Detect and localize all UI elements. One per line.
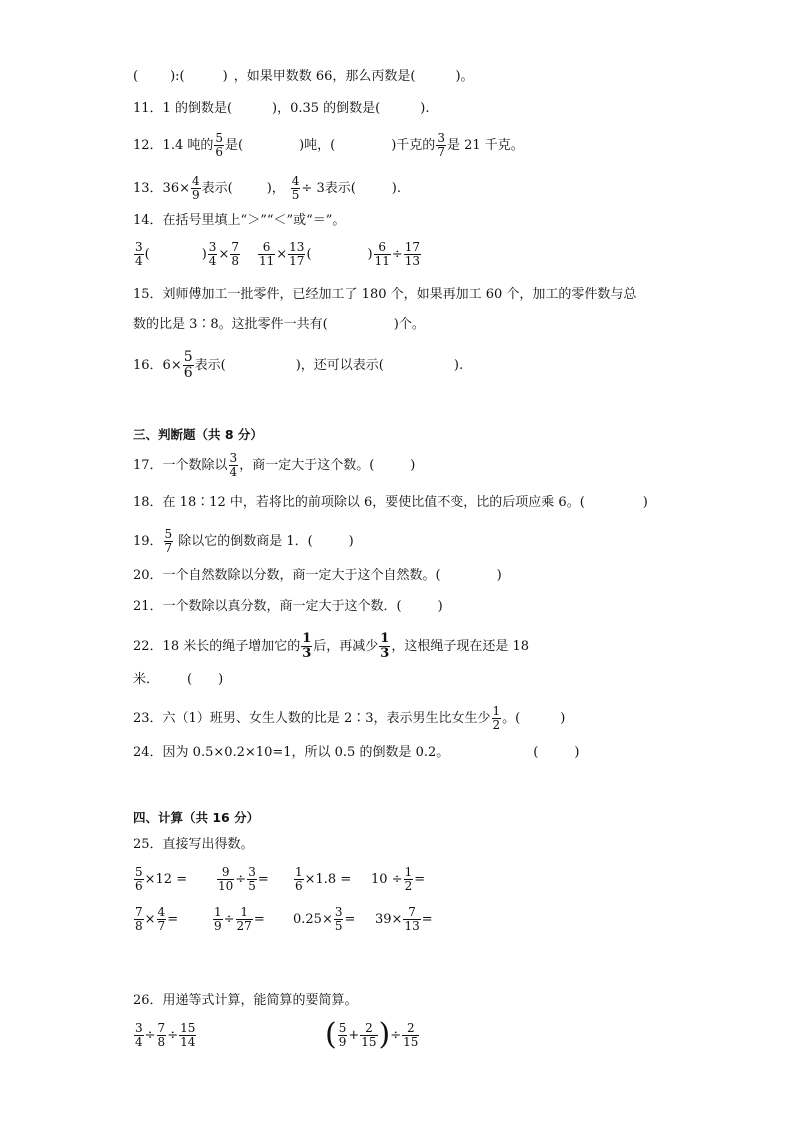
question-19: 19． $\frac{5}{7}$ 除以它的倒数商是 1．( ) bbox=[133, 527, 354, 555]
question-21: 21．一个数除以真分数，商一定大于这个数．( ) bbox=[133, 599, 443, 614]
calc-item: ( $\frac{5}{9}$ + $\frac{2}{15}$ ) ÷ $\frac{2}{15}$ bbox=[325, 1017, 419, 1052]
section-4-title: 四、计算（共 16 分） bbox=[133, 810, 260, 825]
question-11: 11．1 的倒数是( )，0.35 的倒数是( ). bbox=[133, 101, 430, 116]
question-15: 15．刘师傅加工一批零件，已经加工了 180 个，如果再加工 60 个，加工的零件数与总 bbox=[133, 287, 637, 302]
calc-item: 10 ÷ $\frac{1}{2}$ = bbox=[371, 865, 426, 893]
fraction: $\frac{15}{14}$ bbox=[180, 1021, 196, 1049]
question-14-expressions: $\frac{3}{4}$ ( ) $\frac{3}{4}$ × $\frac{7}{8}$ $\frac{6}{11}$ × $\frac{13}{17}$ ( ) $\frac{6}{11}$ ÷ $\frac{17}{13}$ bbox=[135, 240, 421, 268]
fraction: $\frac{4}{9}$ bbox=[191, 174, 200, 202]
question-22: 22．18 米长的绳子增加它的 $\frac{1}{3}$ 后，再减少 $\frac{1}{3}$ ，这根绳子现在还是 18 bbox=[133, 631, 530, 661]
question-12: 12．1.4 吨的 $\frac{5}{6}$ 是( )吨，( )千克的 $\frac{3}{7}$ 是 21 千克。 bbox=[133, 131, 524, 159]
fraction: $\frac{7}{8}$ bbox=[135, 905, 143, 933]
fraction: $\frac{3}{4}$ bbox=[229, 451, 238, 479]
question-18: 18．在 18∶12 中，若将比的前项除以 6，要使比值不变，比的后项应乘 6。( ) bbox=[133, 495, 648, 510]
fraction: $\frac{5}{6}$ bbox=[183, 349, 193, 381]
question-15-line2: 数的比是 3∶8。这批零件一共有( )个。 bbox=[133, 317, 425, 332]
question-16: 16．6× $\frac{5}{6}$ 表示( )，还可以表示( ). bbox=[133, 349, 464, 381]
fraction: $\frac{2}{15}$ bbox=[403, 1020, 419, 1049]
fraction: $\frac{9}{10}$ bbox=[218, 865, 234, 893]
fraction: $\frac{3}{7}$ bbox=[437, 131, 445, 159]
question-23: 23．六（1）班男、女生人数的比是 2∶3，表示男生比女生少 $\frac{1}{2}$ 。( ) bbox=[133, 704, 566, 732]
fraction: $\frac{5}{6}$ bbox=[215, 131, 223, 159]
calc-item: 39× $\frac{7}{13}$ = bbox=[375, 905, 433, 933]
fraction: $\frac{1}{2}$ bbox=[404, 865, 413, 893]
fraction: $\frac{13}{17}$ bbox=[289, 240, 305, 268]
calc-item: $\frac{5}{6}$ ×12 = bbox=[135, 865, 188, 893]
question-20: 20．一个自然数除以分数，商一定大于这个自然数。( ) bbox=[133, 568, 502, 583]
fraction: $\frac{6}{11}$ bbox=[374, 240, 390, 268]
question-10-cont: ( ):( ) ，如果甲数数 66，那么丙数是( )。 bbox=[133, 69, 474, 84]
fraction: $\frac{7}{13}$ bbox=[404, 905, 420, 933]
fraction: $\frac{7}{8}$ bbox=[157, 1021, 166, 1049]
calc-item: $\frac{1}{6}$ ×1.8 = bbox=[295, 865, 352, 893]
fraction: $\frac{1}{3}$ bbox=[302, 631, 312, 661]
fraction: $\frac{6}{11}$ bbox=[258, 240, 275, 268]
fraction: $\frac{3}{4}$ bbox=[135, 240, 143, 268]
fraction: $\frac{1}{27}$ bbox=[236, 905, 252, 933]
fraction: $\frac{3}{5}$ bbox=[334, 905, 343, 933]
fraction: $\frac{5}{7}$ bbox=[164, 527, 173, 555]
fraction: $\frac{2}{15}$ bbox=[361, 1020, 377, 1049]
question-26: 26．用递等式计算，能简算的要简算。 bbox=[133, 993, 358, 1008]
question-14: 14．在括号里填上“＞”“＜”或“＝”。 bbox=[133, 213, 346, 228]
calc-item: $\frac{1}{9}$ ÷ $\frac{1}{27}$ = bbox=[214, 905, 265, 933]
calc-item: $\frac{7}{8}$ × $\frac{4}{7}$ = bbox=[135, 905, 179, 933]
fraction: $\frac{17}{13}$ bbox=[404, 240, 421, 268]
question-24: 24．因为 0.5×0.2×10=1，所以 0.5 的倒数是 0.2。 ( ) bbox=[133, 745, 580, 760]
fraction: $\frac{3}{4}$ bbox=[135, 1021, 143, 1049]
fraction: $\frac{5}{9}$ bbox=[338, 1020, 347, 1049]
calc-item: 0.25× $\frac{3}{5}$ = bbox=[293, 905, 356, 933]
fraction: $\frac{4}{5}$ bbox=[291, 174, 300, 202]
question-25: 25．直接写出得数。 bbox=[133, 837, 254, 852]
question-22-line2: 米． ( ) bbox=[133, 672, 224, 687]
fraction: $\frac{3}{4}$ bbox=[208, 240, 217, 268]
fraction: $\frac{1}{3}$ bbox=[380, 631, 390, 661]
fraction: $\frac{7}{8}$ bbox=[231, 240, 239, 268]
question-13: 13．36× $\frac{4}{9}$ 表示( )， $\frac{4}{5}$ ÷ 3表示( ). bbox=[133, 174, 402, 202]
calc-item: $\frac{3}{4}$ ÷ $\frac{7}{8}$ ÷ $\frac{15}{14}$ bbox=[135, 1021, 196, 1049]
fraction: $\frac{1}{6}$ bbox=[295, 865, 303, 893]
fraction: $\frac{1}{9}$ bbox=[214, 905, 222, 933]
calc-item: $\frac{9}{10}$ ÷ $\frac{3}{5}$ = bbox=[218, 865, 269, 893]
fraction: $\frac{1}{2}$ bbox=[492, 704, 501, 732]
fraction: $\frac{4}{7}$ bbox=[157, 905, 166, 933]
fraction: $\frac{3}{5}$ bbox=[248, 865, 256, 893]
section-3-title: 三、判断题（共 8 分） bbox=[133, 427, 263, 442]
question-17: 17．一个数除以 $\frac{3}{4}$ ，商一定大于这个数。( ) bbox=[133, 451, 416, 479]
fraction: $\frac{5}{6}$ bbox=[135, 865, 143, 893]
